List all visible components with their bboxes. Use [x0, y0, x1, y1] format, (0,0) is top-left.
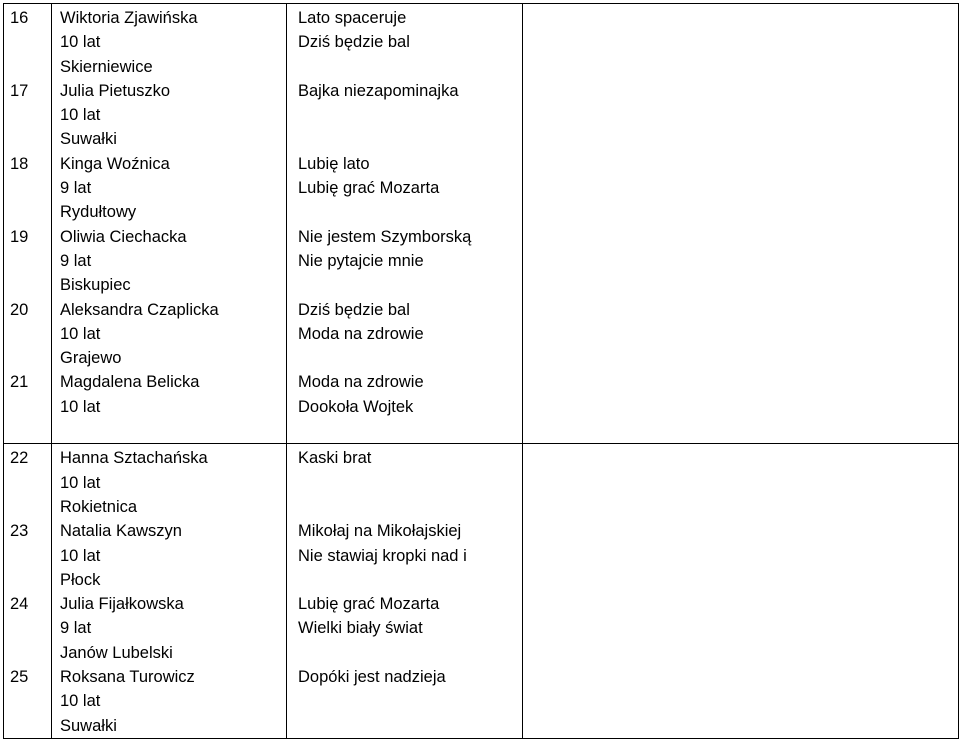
songs-cell	[287, 4, 523, 444]
participant-number: 17	[10, 81, 29, 100]
participant-number: 22	[10, 449, 29, 468]
song-title: Dziś będzie bal	[298, 33, 410, 52]
spacer	[298, 419, 522, 443]
participant-number: 21	[10, 373, 29, 392]
song-title	[298, 471, 522, 495]
participant-name: Hanna Sztachańska	[60, 449, 208, 468]
participant-city: Grajewo	[60, 349, 122, 368]
participant-name: Natalia Kawszyn	[60, 522, 182, 541]
spacer	[10, 714, 51, 738]
song-title: Nie pytajcie mnie	[298, 251, 424, 270]
participant-name: Wiktoria Zjawińska	[60, 9, 198, 27]
spacer	[10, 176, 51, 200]
spacer	[10, 616, 51, 640]
participant-name: Kinga Woźnica	[60, 154, 170, 173]
numbers-cell	[4, 4, 52, 444]
participant-age: 10 lat	[60, 546, 101, 565]
song-title: Dopóki jest nadzieja	[298, 668, 446, 687]
participant-age: 10 lat	[60, 106, 101, 125]
spacer	[10, 200, 51, 224]
participant-number: 20	[10, 300, 29, 319]
spacer	[298, 495, 522, 519]
empty-cell	[523, 4, 959, 444]
spacer	[10, 249, 51, 273]
participant-city: Płock	[60, 570, 101, 589]
participant-age: 10 lat	[60, 33, 101, 52]
participant-number: 18	[10, 154, 29, 173]
participant-city: Rydułtowy	[60, 203, 137, 222]
spacer	[10, 127, 51, 151]
participant-city: Suwałki	[60, 130, 117, 149]
spacer	[10, 55, 51, 79]
participant-age: 9 lat	[60, 179, 92, 198]
song-title: Lubię grać Mozarta	[298, 179, 440, 198]
spacer	[10, 544, 51, 568]
spacer	[298, 55, 522, 79]
participant-city: Skierniewice	[60, 57, 153, 76]
song-title: Bajka niezapominajka	[298, 81, 459, 100]
participant-number: 24	[10, 595, 29, 614]
participant-number: 16	[10, 9, 29, 27]
song-title: Moda na zdrowie	[298, 324, 424, 343]
spacer	[10, 30, 51, 54]
spacer	[10, 103, 51, 127]
table-row	[4, 444, 959, 739]
song-title: Lubię grać Mozarta	[298, 595, 440, 614]
spacer	[298, 127, 522, 151]
participant-age: 9 lat	[60, 251, 92, 270]
spacer	[10, 395, 51, 419]
spacer	[298, 200, 522, 224]
song-title: Dookoła Wojtek	[298, 397, 414, 416]
names-cell	[52, 4, 287, 444]
participant-age: 10 lat	[60, 324, 101, 343]
spacer	[298, 714, 522, 738]
spacer	[298, 568, 522, 592]
song-title	[298, 103, 522, 127]
empty-cell	[523, 444, 959, 739]
spacer	[10, 322, 51, 346]
participant-city	[60, 419, 286, 443]
song-title: Lato spaceruje	[298, 9, 407, 27]
song-title	[298, 689, 522, 713]
numbers-cell	[4, 444, 52, 739]
participant-name: Aleksandra Czaplicka	[60, 300, 219, 319]
participant-number: 25	[10, 668, 29, 687]
spacer	[10, 641, 51, 665]
song-title: Nie stawiaj kropki nad i	[298, 546, 467, 565]
participant-age: 10 lat	[60, 692, 101, 711]
participant-age: 10 lat	[60, 397, 101, 416]
spacer	[10, 419, 51, 443]
participant-name: Magdalena Belicka	[60, 373, 200, 392]
participant-city: Janów Lubelski	[60, 643, 173, 662]
participant-number: 19	[10, 227, 29, 246]
song-title: Kaski brat	[298, 449, 372, 468]
song-title: Lubię lato	[298, 154, 370, 173]
participant-name: Julia Fijałkowska	[60, 595, 184, 614]
participant-city: Biskupiec	[60, 276, 131, 295]
spacer	[10, 273, 51, 297]
participant-name: Oliwia Ciechacka	[60, 227, 187, 246]
song-title: Wielki biały świat	[298, 619, 423, 638]
participant-name: Julia Pietuszko	[60, 81, 171, 100]
spacer	[298, 346, 522, 370]
table-row	[4, 4, 959, 444]
spacer	[298, 273, 522, 297]
spacer	[10, 568, 51, 592]
participant-age: 9 lat	[60, 619, 92, 638]
song-title: Moda na zdrowie	[298, 373, 424, 392]
spacer	[10, 471, 51, 495]
spacer	[10, 689, 51, 713]
song-title: Nie jestem Szymborską	[298, 227, 472, 246]
songs-cell	[287, 444, 523, 739]
song-title: Dziś będzie bal	[298, 300, 410, 319]
spacer	[10, 495, 51, 519]
names-cell	[52, 444, 287, 739]
spacer	[10, 346, 51, 370]
participants-table	[3, 3, 959, 739]
participant-age: 10 lat	[60, 473, 101, 492]
participant-city: Rokietnica	[60, 497, 138, 516]
participant-city: Suwałki	[60, 716, 117, 735]
participant-name: Roksana Turowicz	[60, 668, 195, 687]
participant-number: 23	[10, 522, 29, 541]
spacer	[298, 641, 522, 665]
song-title: Mikołaj na Mikołajskiej	[298, 522, 462, 541]
